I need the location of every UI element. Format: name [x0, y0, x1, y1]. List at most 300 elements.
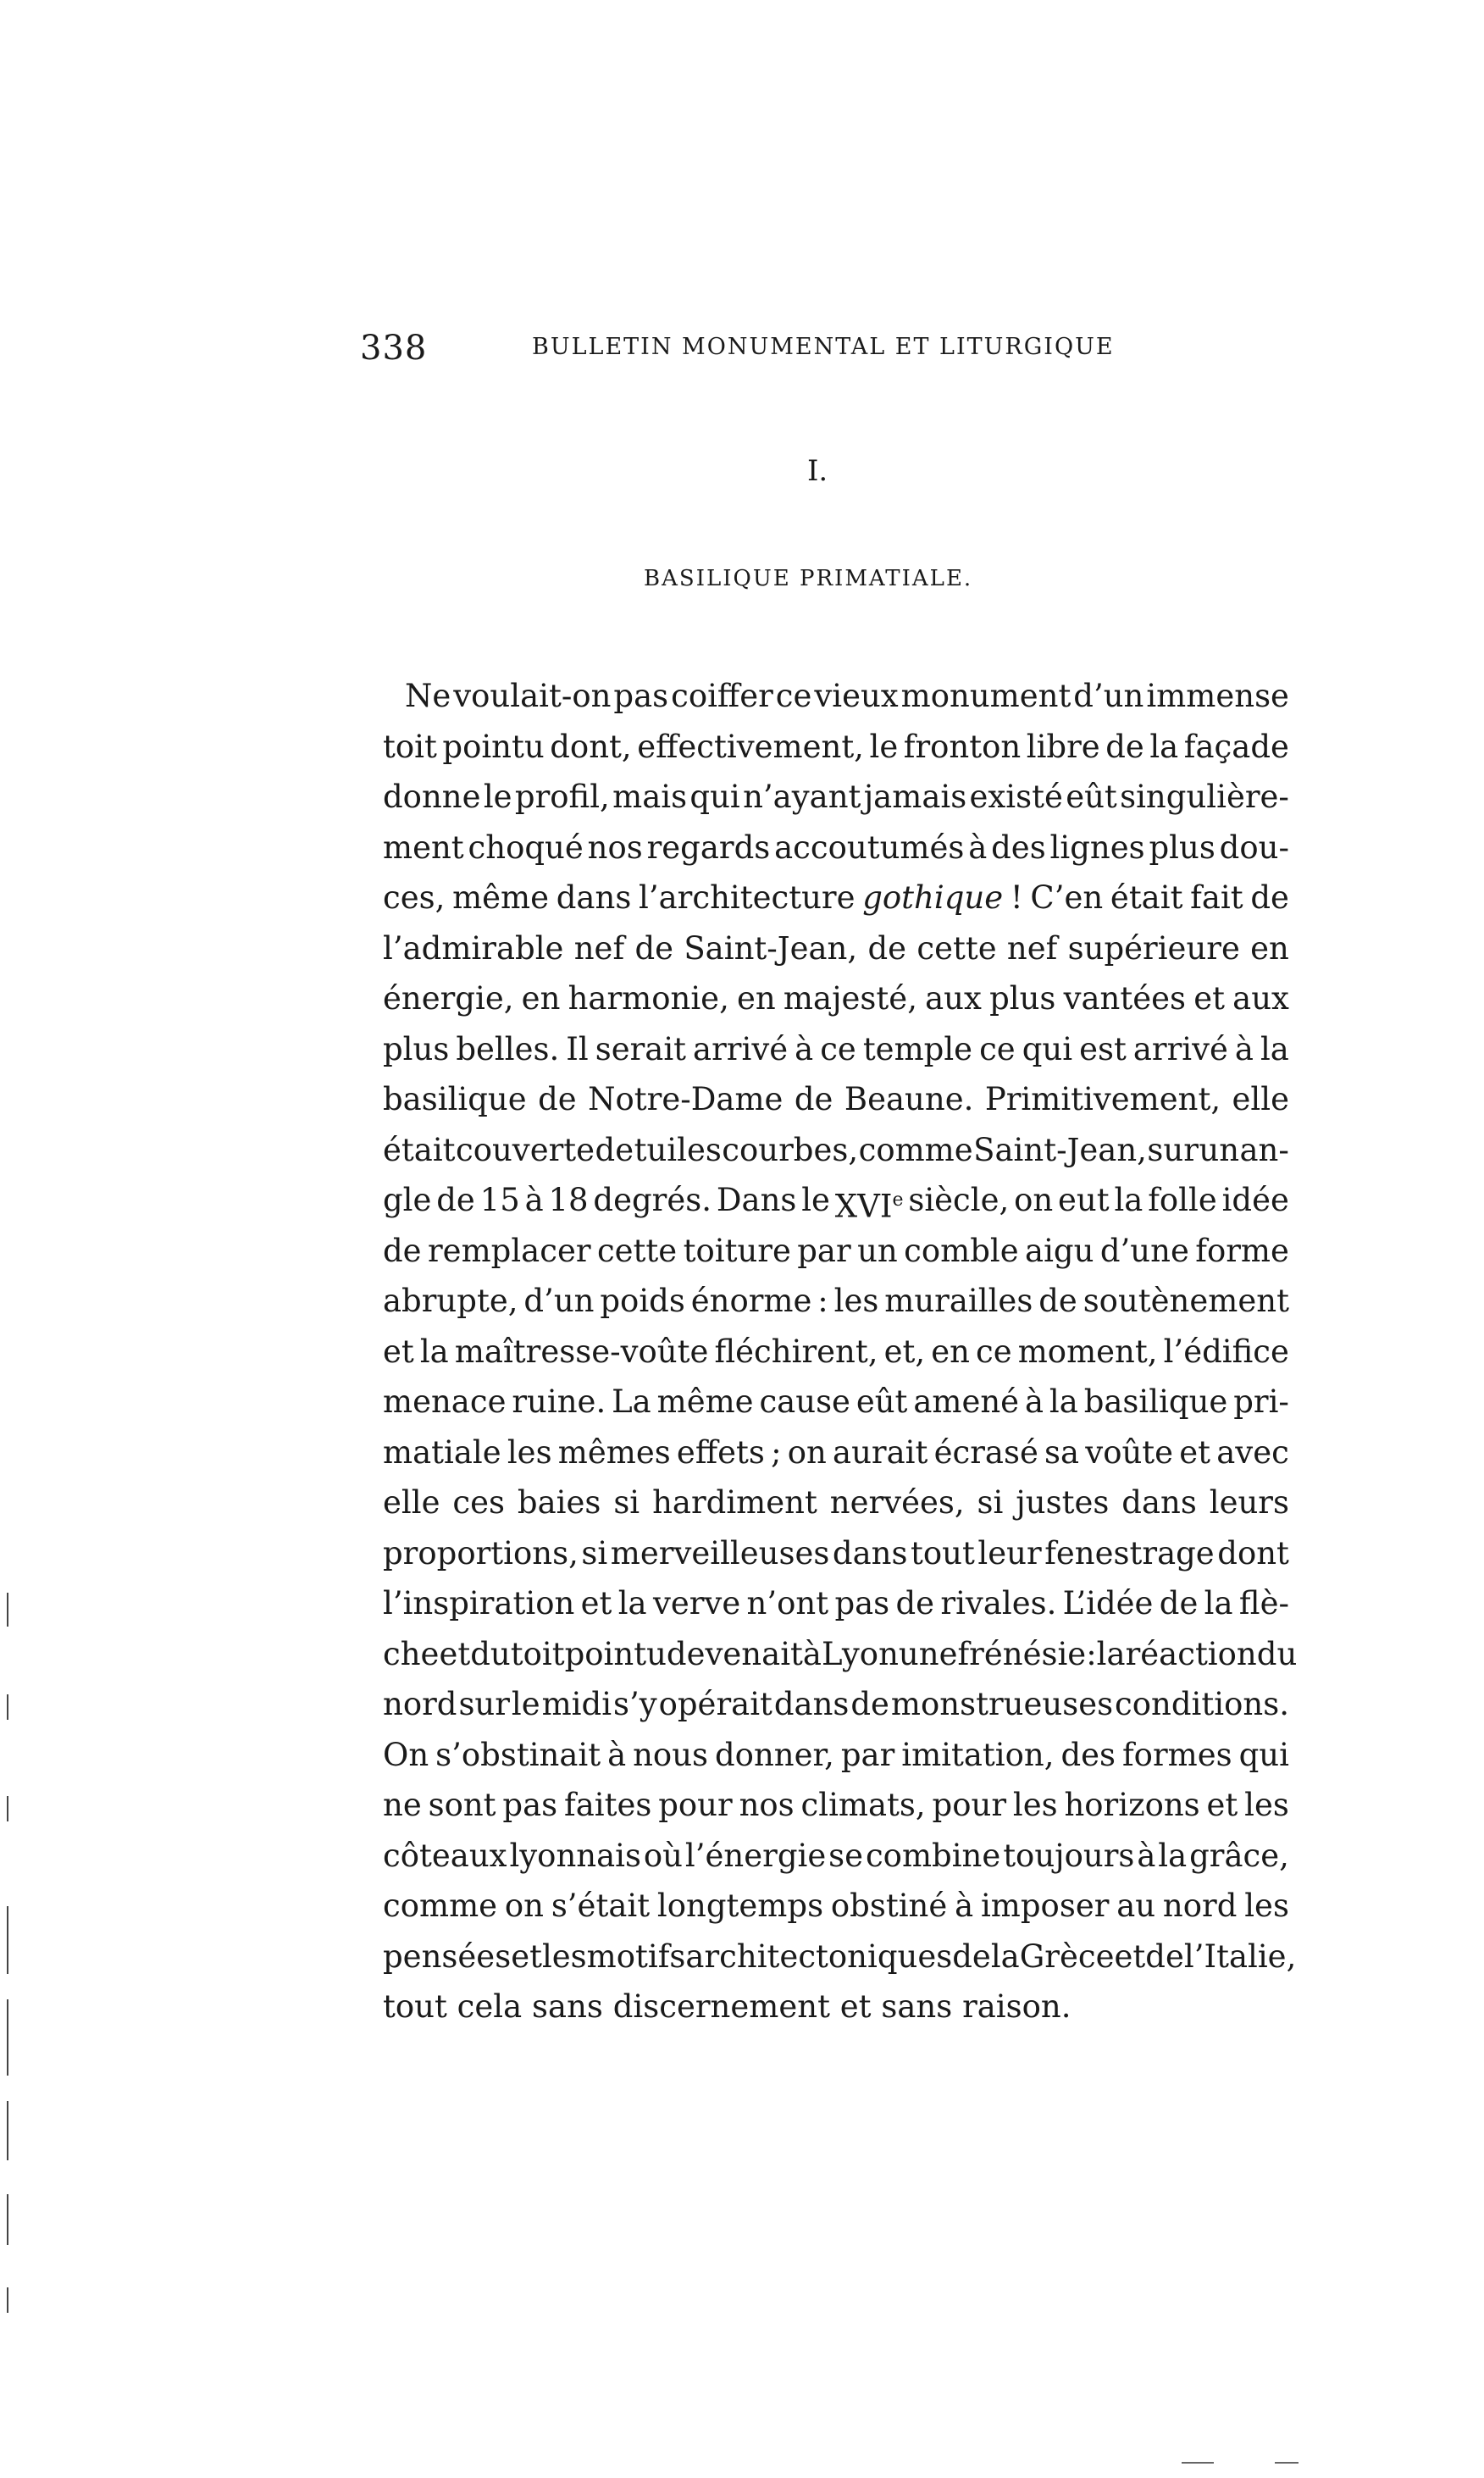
text-line: [383, 1679, 1289, 1730]
word: les: [1244, 1787, 1289, 1823]
word: et: [1179, 1433, 1211, 1471]
word: d’un: [523, 1283, 595, 1319]
word: Ne: [405, 678, 451, 714]
word: la: [1260, 1030, 1289, 1067]
word: faites: [564, 1787, 652, 1823]
word: combine: [865, 1837, 1001, 1874]
word: Dans: [716, 1182, 797, 1218]
word: au: [1116, 1888, 1156, 1924]
text-line: [383, 823, 1289, 873]
word: ce: [820, 1030, 856, 1067]
word: menace: [383, 1383, 507, 1420]
word: et: [511, 1937, 542, 1975]
word: nord: [1162, 1888, 1238, 1924]
word: eût: [856, 1383, 908, 1420]
word: de: [1038, 1283, 1077, 1319]
word: dans: [832, 1534, 908, 1572]
word: forme: [1195, 1232, 1289, 1269]
word: la: [990, 1937, 1020, 1975]
word: Saint-Jean,: [973, 1131, 1147, 1168]
word: aigu: [1025, 1232, 1094, 1269]
text-line: [383, 873, 1289, 923]
word: plus: [383, 1030, 450, 1067]
word: libre: [1026, 728, 1100, 765]
word: ne: [383, 1787, 422, 1823]
margin-mark: [7, 1796, 8, 1821]
word: midi: [541, 1686, 612, 1722]
word: C’en: [1030, 879, 1104, 916]
word: toiture: [683, 1232, 791, 1269]
word: à: [968, 829, 988, 866]
word: la: [1049, 1383, 1078, 1420]
word: lignes: [1049, 829, 1145, 866]
word: et: [383, 1333, 414, 1370]
word: ces,: [383, 879, 446, 916]
word: idée: [1221, 1182, 1289, 1218]
word: elle: [383, 1484, 440, 1521]
word: fenestrage: [1044, 1534, 1215, 1572]
word: s’y: [612, 1686, 657, 1722]
word: monstrueuses: [890, 1686, 1114, 1722]
word: horizons: [1064, 1787, 1200, 1823]
word: sont: [428, 1787, 496, 1823]
word: pensées: [383, 1937, 512, 1975]
word: de: [383, 1232, 422, 1269]
text-line: [383, 923, 1289, 974]
word: la: [617, 1585, 647, 1622]
section-title: BASILIQUE PRIMATIALE.: [644, 566, 973, 591]
word: imitation,: [901, 1736, 1055, 1773]
word: eût: [1066, 779, 1117, 815]
word: qui: [1022, 1030, 1073, 1067]
text-line: [383, 1831, 1289, 1882]
word: tout: [911, 1534, 975, 1572]
word: gle: [383, 1182, 432, 1218]
word: de: [952, 1937, 991, 1975]
word: L’idée: [1062, 1585, 1154, 1622]
word: nervées,: [829, 1484, 965, 1521]
word: tout: [383, 1988, 447, 2025]
word: à: [795, 1030, 814, 1067]
word: pointu: [564, 1635, 667, 1672]
word: par: [797, 1232, 851, 1269]
word: et: [580, 1585, 612, 1622]
word: grâce,: [1189, 1837, 1289, 1874]
word: pointu: [442, 728, 545, 765]
word: à: [802, 1635, 822, 1672]
word: folle: [1148, 1182, 1217, 1218]
page-edge-mark: [1275, 2462, 1298, 2464]
word: sur: [1147, 1131, 1199, 1168]
word: pas: [613, 678, 669, 714]
word: pri-: [1233, 1383, 1289, 1420]
margin-mark: [7, 1694, 8, 1720]
word: vieux: [814, 678, 899, 714]
word: singulière-: [1120, 779, 1289, 815]
word: n’ayant: [743, 779, 861, 815]
word: proportions,: [383, 1534, 579, 1572]
word: basilique: [383, 1081, 527, 1117]
word: sa: [1044, 1433, 1080, 1471]
word: donner,: [714, 1736, 834, 1773]
word: longtemps: [656, 1888, 824, 1924]
word: accoutumés: [774, 829, 965, 866]
word: et: [839, 1988, 872, 2025]
word: plus: [1149, 829, 1215, 866]
word: en: [737, 980, 776, 1017]
word: che: [383, 1635, 440, 1672]
word: maîtresse-voûte: [454, 1333, 709, 1370]
word: dans: [556, 879, 632, 916]
word: nef: [573, 929, 625, 967]
word: l’énergie: [684, 1837, 827, 1874]
word: Notre-Dame: [588, 1081, 784, 1117]
word: 18: [548, 1182, 589, 1218]
word: aurait: [833, 1433, 928, 1471]
word: cela: [457, 1988, 523, 2025]
word: dont: [1217, 1534, 1289, 1572]
word: ces: [452, 1484, 505, 1521]
word: toujours: [1003, 1837, 1135, 1874]
word: même: [656, 1383, 754, 1420]
word: elle: [1232, 1081, 1289, 1117]
word: cette: [916, 929, 997, 967]
text-line: [383, 973, 1289, 1024]
word: frénésie: [957, 1635, 1087, 1672]
word: cause: [759, 1383, 850, 1420]
text-line: [383, 1226, 1289, 1277]
word: plus: [989, 980, 1056, 1017]
word: voûte: [1085, 1433, 1174, 1471]
word: à: [955, 1888, 974, 1924]
word: opérait: [658, 1686, 772, 1722]
word: rivales.: [940, 1585, 1057, 1622]
word: l’admirable: [383, 929, 564, 967]
word: courbes,: [722, 1131, 859, 1168]
word: de: [867, 929, 907, 967]
word: existé: [969, 779, 1063, 815]
text-line: [383, 1528, 1289, 1579]
word: était: [383, 1131, 456, 1168]
word: mais: [612, 779, 688, 815]
text-line: [383, 1276, 1289, 1327]
word: poids: [600, 1283, 685, 1319]
text-line: [383, 1477, 1289, 1528]
word: effectivement,: [637, 728, 864, 765]
word: Grèce: [1019, 1937, 1115, 1975]
word: réaction: [1125, 1635, 1257, 1672]
word: matiale: [383, 1433, 501, 1471]
word: la: [1114, 1182, 1143, 1218]
word: nef: [1006, 929, 1058, 967]
word: remplacer: [427, 1232, 591, 1269]
word: lyonnais: [509, 1837, 641, 1874]
word: les: [833, 1283, 879, 1319]
text-line: [383, 1578, 1289, 1629]
section-number: I.: [807, 454, 828, 488]
word: on: [504, 1888, 544, 1924]
word: se: [828, 1837, 864, 1874]
word: !: [1010, 879, 1023, 916]
word: d’une: [1099, 1232, 1189, 1269]
text-line: [383, 772, 1289, 823]
word: nord: [383, 1686, 457, 1722]
word: pas: [502, 1787, 558, 1823]
word: la: [1204, 1585, 1233, 1622]
word: écrasé: [933, 1433, 1038, 1471]
word: arrivé: [1132, 1030, 1228, 1067]
margin-mark: [7, 2194, 8, 2245]
running-title: BULLETIN MONUMENTAL ET LITURGIQUE: [532, 334, 1115, 360]
word: majesté,: [783, 980, 917, 1017]
word: mêmes: [557, 1433, 671, 1471]
word: ce: [976, 1333, 1012, 1370]
word: dans: [773, 1686, 850, 1722]
word: la: [419, 1333, 449, 1370]
word: le: [801, 1182, 830, 1218]
word: supérieure: [1067, 929, 1240, 967]
word: motifs: [586, 1937, 686, 1975]
word: un: [1199, 1131, 1240, 1168]
word: discernement: [612, 1988, 830, 2025]
word: ce: [775, 678, 812, 714]
word: :: [817, 1283, 828, 1319]
word: merveilleuses: [610, 1534, 830, 1572]
word: à: [607, 1736, 627, 1773]
word: on: [1014, 1182, 1054, 1218]
text-line: [383, 671, 1289, 722]
word: degrés.: [593, 1182, 712, 1218]
margin-mark: [7, 2101, 8, 2160]
word: énorme: [690, 1283, 812, 1319]
word: Il: [566, 1030, 589, 1067]
text-line: [383, 1377, 1289, 1427]
word: belles.: [456, 1030, 560, 1067]
word: des: [991, 829, 1046, 866]
word: donne: [383, 779, 481, 815]
word: aux: [925, 980, 982, 1017]
word: amené: [913, 1383, 1020, 1420]
word: s’était: [551, 1888, 651, 1924]
word: jamais: [863, 779, 967, 815]
word: toit: [510, 1635, 565, 1672]
word: de: [1250, 879, 1289, 916]
word: de: [850, 1686, 889, 1722]
word: 15: [479, 1182, 520, 1218]
word: voulait-on: [453, 678, 612, 714]
word: avec: [1216, 1433, 1289, 1471]
word: du: [1256, 1635, 1298, 1672]
word: même: [452, 879, 550, 916]
word: la: [1158, 1837, 1188, 1874]
word: conditions.: [1115, 1686, 1289, 1722]
word: obstiné: [830, 1888, 948, 1924]
word: sans: [881, 1988, 953, 2025]
word: les: [541, 1937, 587, 1975]
word: la: [1149, 728, 1179, 765]
word: effets: [676, 1433, 765, 1471]
word: cette: [596, 1232, 678, 1269]
word: climats,: [800, 1787, 926, 1823]
word: d’un: [1073, 678, 1144, 714]
text-line: [383, 1024, 1289, 1075]
word: siècle,: [908, 1182, 1010, 1218]
word: formes: [1121, 1736, 1232, 1773]
word: de: [1105, 728, 1144, 765]
word: raison.: [962, 1988, 1071, 2025]
word: leur: [977, 1534, 1042, 1572]
word: dou-: [1219, 829, 1289, 866]
word: de: [895, 1585, 935, 1622]
word: si: [977, 1484, 1004, 1521]
word: les: [1012, 1787, 1058, 1823]
word: pour: [932, 1787, 1007, 1823]
word: :: [1086, 1635, 1097, 1672]
word: dont,: [550, 728, 632, 765]
word: eut: [1058, 1182, 1110, 1218]
word: comme: [383, 1888, 498, 1924]
word: si: [613, 1484, 640, 1521]
word: des: [1060, 1736, 1116, 1773]
word: sur: [458, 1686, 510, 1722]
text-line: [383, 1629, 1298, 1680]
word: et: [1114, 1937, 1146, 1975]
word: pour: [658, 1787, 733, 1823]
word: fléchirent,: [714, 1333, 878, 1370]
word: vantées: [1063, 980, 1187, 1017]
word: immense: [1146, 678, 1289, 714]
word: à: [1137, 1837, 1156, 1874]
word: comble: [904, 1232, 1019, 1269]
word: de: [1145, 1937, 1184, 1975]
word: énergie,: [383, 980, 514, 1017]
text-line: [383, 1932, 1297, 1982]
word: en: [931, 1333, 970, 1370]
word: arrivé: [693, 1030, 789, 1067]
word: et: [1206, 1787, 1238, 1823]
word: qui: [689, 779, 740, 815]
word: la: [1096, 1635, 1126, 1672]
text-line: [383, 1074, 1289, 1125]
word: Primitivement,: [984, 1081, 1221, 1117]
word: ce: [979, 1030, 1016, 1067]
word: les: [507, 1433, 552, 1471]
page-number: 338: [360, 329, 428, 368]
margin-mark: [7, 1999, 8, 2076]
margin-mark: [7, 2287, 8, 2313]
text-line: [383, 1780, 1289, 1831]
word: serait: [595, 1030, 687, 1067]
word: tuiles: [634, 1131, 722, 1168]
word: monument: [900, 678, 1071, 714]
word: un: [857, 1232, 898, 1269]
word: dans: [1121, 1484, 1197, 1521]
word: à: [1234, 1030, 1254, 1067]
text-line: [383, 1175, 1289, 1226]
word: les: [1244, 1888, 1289, 1924]
word: Beaune.: [844, 1081, 974, 1117]
word: regards: [646, 829, 771, 866]
word: le: [511, 1686, 540, 1722]
word: s’obstinait: [435, 1736, 601, 1773]
text-line: [383, 1427, 1289, 1478]
text-line: [383, 1881, 1289, 1932]
word: l’Italie,: [1183, 1937, 1297, 1975]
word: on: [787, 1433, 827, 1471]
word: était: [1110, 879, 1183, 916]
word: Saint-Jean,: [684, 929, 858, 967]
word: couverte: [455, 1131, 595, 1168]
word: coiffer: [671, 678, 773, 714]
word: choqué: [468, 829, 584, 866]
text-line: [383, 1125, 1289, 1176]
word: sans: [532, 1988, 603, 2025]
text-line: [383, 1730, 1289, 1781]
word: nos: [739, 1787, 795, 1823]
word: nous: [633, 1736, 709, 1773]
word: verve: [652, 1585, 741, 1622]
word: nos: [587, 829, 643, 866]
word: qui: [1238, 1736, 1289, 1773]
word: est: [1079, 1030, 1127, 1067]
word: de: [538, 1081, 577, 1117]
word: hardiment: [652, 1484, 817, 1521]
word: profil,: [514, 779, 610, 815]
word: n’ont: [746, 1585, 829, 1622]
page-edge-mark: [1182, 2462, 1214, 2464]
text-line: [383, 722, 1289, 773]
word: une: [898, 1635, 958, 1672]
word: aux: [1232, 980, 1289, 1017]
word: ment: [383, 829, 464, 866]
word: gothique: [862, 879, 1004, 916]
word: le: [869, 728, 899, 765]
word: de: [634, 929, 674, 967]
word: de: [595, 1131, 634, 1168]
word: l’inspiration: [383, 1585, 575, 1622]
word: abrupte,: [383, 1283, 518, 1319]
word: flè-: [1238, 1585, 1289, 1622]
word: XVIe: [834, 1188, 904, 1225]
word: comme: [858, 1131, 973, 1168]
word: On: [383, 1736, 429, 1773]
text-line: [383, 1327, 1289, 1378]
word: côteaux: [383, 1837, 507, 1874]
word: à: [524, 1182, 544, 1218]
margin-mark: [7, 1593, 8, 1627]
word: architectoniques: [685, 1937, 953, 1975]
word: imposer: [980, 1888, 1110, 1924]
word: de: [794, 1081, 833, 1117]
word: harmonie,: [568, 980, 729, 1017]
word: an-: [1239, 1131, 1289, 1168]
word: justes: [1016, 1484, 1110, 1521]
word: le: [483, 779, 512, 815]
word: ruine.: [512, 1383, 606, 1420]
body-text: [383, 671, 1298, 2032]
word: fronton: [903, 728, 1022, 765]
word: pas: [834, 1585, 890, 1622]
word: l’architecture: [639, 879, 856, 916]
word: et: [439, 1635, 471, 1672]
word: baies: [517, 1484, 601, 1521]
word: de: [1159, 1585, 1199, 1622]
word: Lyon: [821, 1635, 899, 1672]
word: ;: [771, 1433, 782, 1471]
word: temple: [862, 1030, 973, 1067]
word: l’édifice: [1163, 1333, 1289, 1370]
century-superscript: e: [892, 1189, 904, 1211]
